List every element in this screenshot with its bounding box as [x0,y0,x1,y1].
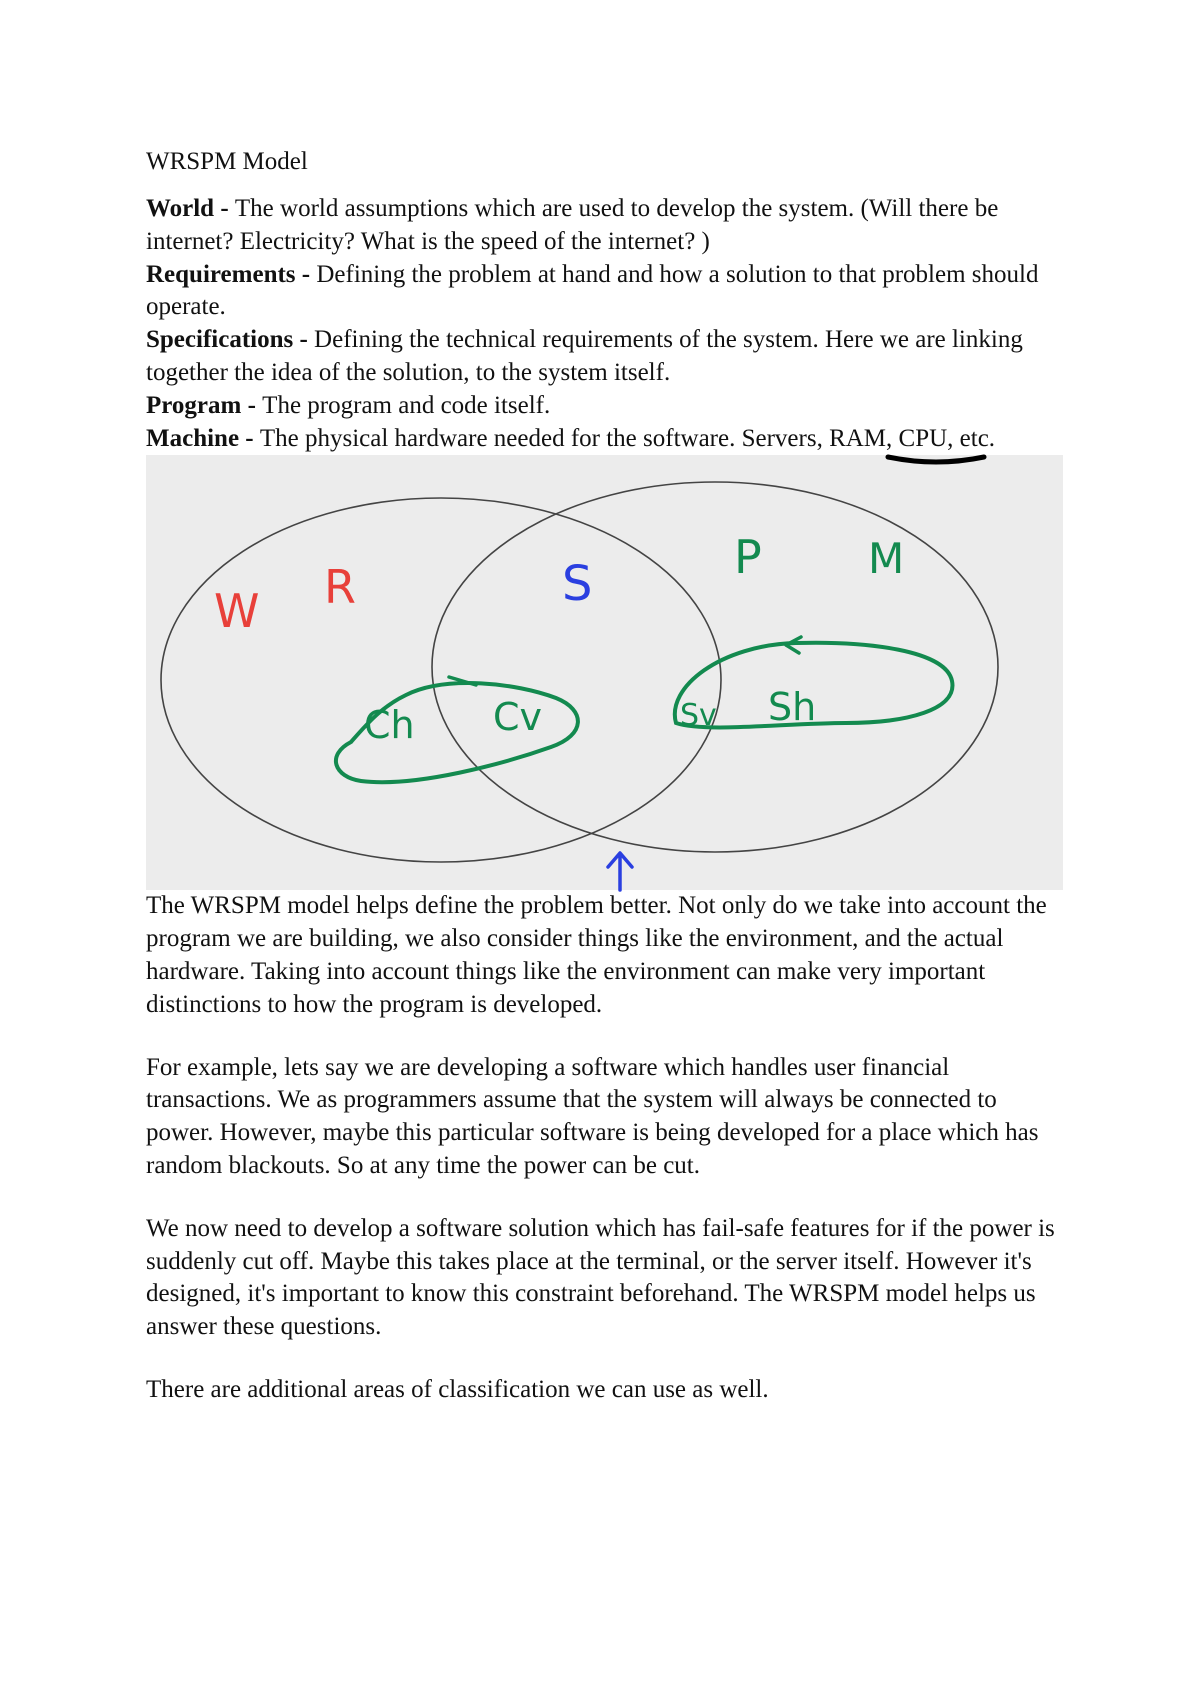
paragraph: For example, lets say we are developing a software which handles user financial transactions. We as programmers assume that the system will always be connected to power. However, maybe this particular software is being developed for a place which has random blackouts. So at any time the power can be cut. [146,1053,1039,1179]
definition-text: Defining the technical requirements of the system. Here we are linking together the idea of the solution, to the system itself. [146,326,1023,386]
definition-text: The world assumptions which are used to develop the system. (Will there be internet? Electricity? What is the speed of the internet? ) [146,195,999,255]
document-page [146,146,1066,1437]
definition-text: The physical hardware needed for the software. Servers, RAM, CPU, etc. [259,424,996,452]
paragraph: There are additional areas of classification we can use as well. [146,1375,769,1403]
definition-term: Program [146,391,242,419]
stray-stroke [888,457,984,462]
definition-world: World - The world assumptions which are used to develop the system. (Will there be internet? Electricity? What is the speed of the internet? ) [146,195,999,255]
label-r: R [324,560,356,615]
label-m: M [868,534,905,584]
definitions-list [146,193,1066,455]
interface-arrow-icon [608,853,632,890]
label-w: W [214,584,260,639]
label-s: S [562,556,593,613]
label-sh: Sh [768,685,817,730]
label-ch: Ch [364,703,415,748]
label-cv: Cv [493,695,543,740]
venn-diagram-svg [146,455,1063,890]
wrspm-venn-diagram [146,455,1063,890]
definition-term: Specifications [146,326,294,354]
definition-requirements: Requirements - Defining the problem at hand and how a solution to that problem should operate. [146,260,1039,321]
label-sv: Sv [680,698,717,734]
system-circle [432,482,998,852]
definition-program: Program - The program and code itself. [146,391,551,419]
paragraph: We now need to develop a software solution which has fail-safe features for if the power is suddenly cut off. Maybe this takes place at the terminal, or the server itself. However it's designed, it's important to know this constraint beforehand. The WRSPM model helps us answer these questions. [146,1214,1055,1341]
label-p: P [734,530,762,585]
definition-text: The program and code itself. [262,391,551,419]
body-text [146,890,1066,1406]
paragraph: The WRSPM model helps define the problem better. Not only do we take into account the program we are building, we also consider things like the environment, and the actual hardware. Taking into account things like the environment can make very important distinctions to how the program is developed. [146,892,1047,1018]
definition-text: Defining the problem at hand and how a solution to that problem should operate. [146,260,1039,321]
definition-term: Machine [146,424,240,452]
environment-circle [161,498,721,862]
definition-specifications: Specifications - Defining the technical requirements of the system. Here we are linking together the idea of the solution, to the system itself. [146,326,1023,386]
page-title: WRSPM Model [146,148,308,175]
definition-term: World [146,195,215,222]
definition-term: Requirements [146,260,296,288]
definition-machine: Machine - The physical hardware needed for the software. Servers, RAM, CPU, etc. [146,424,996,452]
